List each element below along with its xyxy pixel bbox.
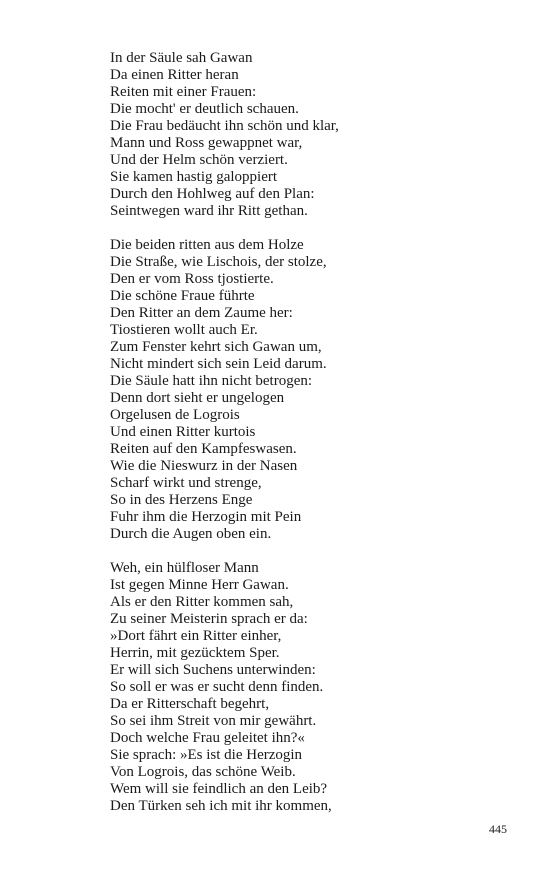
verse-line: Und der Helm schön verziert. — [110, 152, 288, 168]
verse-line: Reiten mit einer Frauen: — [110, 84, 257, 100]
verse-line: Zu seiner Meisterin sprach er da: — [110, 611, 308, 627]
stanza — [110, 560, 520, 815]
verse-line: So sei ihm Streit von mir gewährt. — [110, 713, 317, 729]
verse-line: Zum Fenster kehrt sich Gawan um, — [110, 339, 322, 355]
verse-line: Seintwegen ward ihr Ritt gethan. — [110, 203, 308, 219]
verse-line: So in des Herzens Enge — [110, 492, 253, 508]
poem-text — [110, 50, 520, 815]
verse-line: Ist gegen Minne Herr Gawan. — [110, 577, 289, 593]
stanza — [110, 50, 520, 220]
verse-line: Weh, ein hülfloser Mann — [110, 560, 259, 576]
verse-line: Die Frau bedäucht ihn schön und klar, — [110, 118, 339, 134]
verse-line: Den er vom Ross tjostierte. — [110, 271, 274, 287]
page-number: 445 — [489, 822, 507, 836]
verse-line: Scharf wirkt und strenge, — [110, 475, 262, 491]
verse-line: Die Säule hatt ihn nicht betrogen: — [110, 373, 313, 389]
verse-line: Reiten auf den Kampfeswasen. — [110, 441, 297, 457]
verse-line: Tiostieren wollt auch Er. — [110, 322, 258, 338]
verse-line: Da er Ritterschaft begehrt, — [110, 696, 270, 712]
verse-line: Als er den Ritter kommen sah, — [110, 594, 294, 610]
verse-line: Und einen Ritter kurtois — [110, 424, 256, 440]
verse-line: Den Türken seh ich mit ihr kommen, — [110, 798, 332, 814]
verse-line: Herrin, mit gezücktem Sper. — [110, 645, 280, 661]
verse-line: Nicht mindert sich sein Leid darum. — [110, 356, 327, 372]
verse-line: In der Säule sah Gawan — [110, 50, 253, 66]
verse-line: Von Logrois, das schöne Weib. — [110, 764, 296, 780]
verse-line: »Dort fährt ein Ritter einher, — [110, 628, 282, 644]
verse-line: Die schöne Fraue führte — [110, 288, 255, 304]
verse-line: Er will sich Suchens unterwinden: — [110, 662, 316, 678]
verse-line: So soll er was er sucht denn finden. — [110, 679, 324, 695]
verse-line: Die beiden ritten aus dem Holze — [110, 237, 304, 253]
verse-line: Den Ritter an dem Zaume her: — [110, 305, 293, 321]
verse-line: Orgelusen de Logrois — [110, 407, 240, 423]
verse-line: Sie kamen hastig galoppiert — [110, 169, 278, 185]
verse-line: Da einen Ritter heran — [110, 67, 239, 83]
verse-line: Durch den Hohlweg auf den Plan: — [110, 186, 315, 202]
verse-line: Doch welche Frau geleitet ihn?« — [110, 730, 305, 746]
stanza — [110, 237, 520, 543]
verse-line: Wie die Nieswurz in der Nasen — [110, 458, 298, 474]
verse-line: Die mocht' er deutlich schauen. — [110, 101, 299, 117]
verse-line: Durch die Augen oben ein. — [110, 526, 272, 542]
verse-line: Mann und Ross gewappnet war, — [110, 135, 303, 151]
verse-line: Die Straße, wie Lischois, der stolze, — [110, 254, 327, 270]
verse-line: Fuhr ihm die Herzogin mit Pein — [110, 509, 302, 525]
verse-line: Wem will sie feindlich an den Leib? — [110, 781, 328, 797]
verse-line: Sie sprach: »Es ist die Herzogin — [110, 747, 303, 763]
verse-line: Denn dort sieht er ungelogen — [110, 390, 285, 406]
